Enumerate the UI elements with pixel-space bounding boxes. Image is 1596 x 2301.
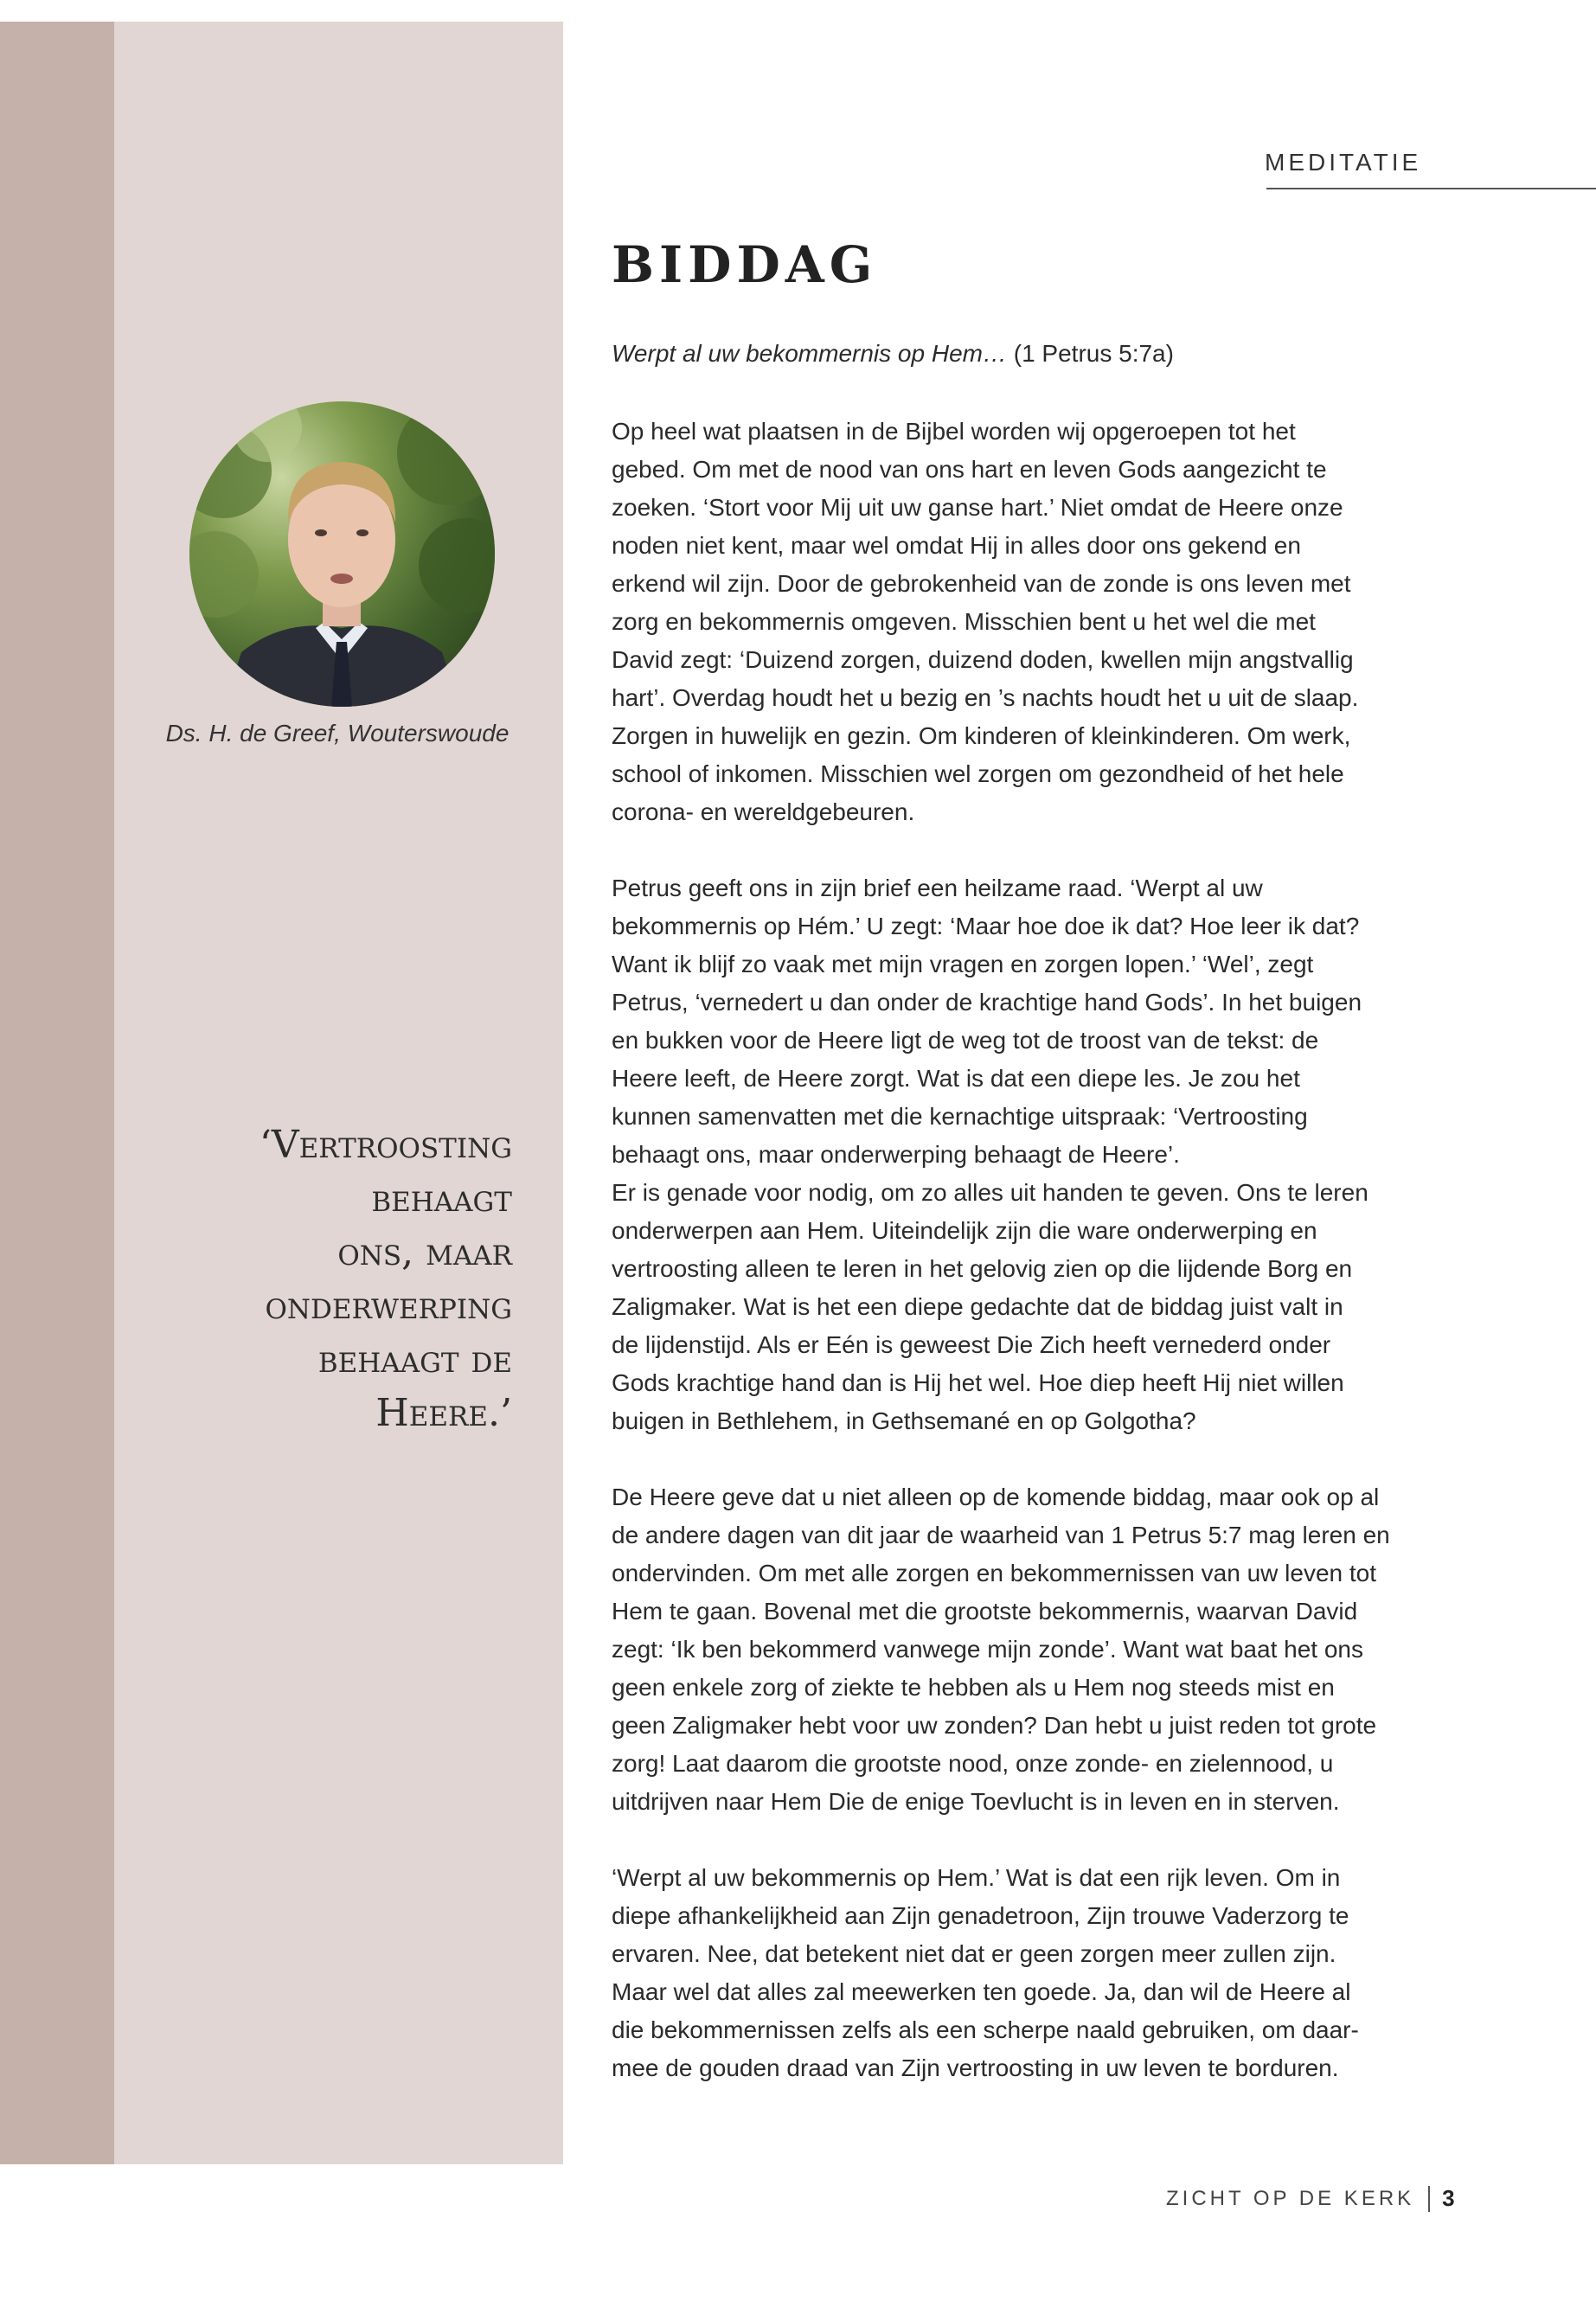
section-rule <box>1266 188 1596 189</box>
body-line: de andere dagen van dit jaar de waarheid van 1 Petrus 5:7 mag leren en <box>612 1522 1390 1548</box>
pull-quote-line: Heere.’ <box>375 1391 512 1435</box>
body-line: bekommernis op Hém.’ U zegt: ‘Maar hoe doe ik dat? Hoe leer ik dat? <box>612 913 1360 939</box>
footer-divider <box>1428 2186 1430 2212</box>
body-line: geen enkele zorg of ziekte te hebben als u Hem nog steeds mist en <box>612 1674 1335 1701</box>
body-line: erkend wil zijn. Door de gebrokenheid van de zonde is ons leven met <box>612 570 1351 597</box>
body-line: buigen in Bethlehem, in Gethsemané en op Golgotha? <box>612 1407 1196 1434</box>
body-line: en bukken voor de Heere ligt de weg tot de troost van de tekst: de <box>612 1027 1319 1054</box>
article-body <box>612 413 1407 2125</box>
body-line: ervaren. Nee, dat betekent niet dat er geen zorgen meer zullen zijn. <box>612 1940 1336 1967</box>
publication-name: ZICHT OP DE KERK <box>1166 2186 1415 2210</box>
paragraph-1 <box>612 413 1407 831</box>
page-footer <box>1166 2185 1455 2212</box>
author-caption: Ds. H. de Greef, Wouterswoude <box>165 720 510 747</box>
body-line: Hem te gaan. Bovenal met die grootste bekommernis, waarvan David <box>612 1598 1358 1625</box>
body-line: mee de gouden draad van Zijn vertroosting in uw leven te borduren. <box>612 2054 1339 2081</box>
sidebar-band-light <box>114 22 563 2164</box>
body-line: Gods krachtige hand dan is Hij het wel. Hoe diep heeft Hij niet willen <box>612 1369 1344 1396</box>
body-line: Er is genade voor nodig, om zo alles uit handen te geven. Ons te leren <box>612 1179 1368 1206</box>
paragraph-3 <box>612 1478 1407 1821</box>
body-line: uitdrijven naar Hem Die de enige Toevlucht is in leven en in sterven. <box>612 1788 1340 1815</box>
author-portrait <box>189 401 495 707</box>
body-line: Petrus geeft ons in zijn brief een heilzame raad. ‘Werpt al uw <box>612 875 1263 901</box>
body-line: Maar wel dat alles zal meewerken ten goede. Ja, dan wil de Heere al <box>612 1978 1351 2005</box>
body-line: zegt: ‘Ik ben bekommerd vanwege mijn zonde’. Want wat baat het ons <box>612 1636 1363 1663</box>
body-line: de lijdenstijd. Als er Eén is geweest Die Zich heeft vernederd onder <box>612 1331 1331 1358</box>
body-line: onderwerpen aan Hem. Uiteindelijk zijn die ware onderwerping en <box>612 1217 1317 1244</box>
body-line: gebed. Om met de nood van ons hart en leven Gods aangezicht te <box>612 456 1327 483</box>
pull-quote-line: onderwerping <box>265 1284 512 1328</box>
body-line: zoeken. ‘Stort voor Mij uit uw ganse hart.’ Niet omdat de Heere onze <box>612 494 1343 521</box>
body-line: vertroosting alleen te leren in het gelovig zien op die lijdende Borg en <box>612 1255 1353 1282</box>
pull-quote-line: behaagt de <box>317 1337 512 1381</box>
pull-quote-line: ‘Vertroosting <box>259 1123 512 1167</box>
body-line: corona- en wereldgebeuren. <box>612 798 915 825</box>
page-number: 3 <box>1442 2185 1455 2211</box>
pull-quote-line: ons, maar <box>337 1230 512 1274</box>
body-line: Zaligmaker. Wat is het een diepe gedachte dat de biddag juist valt in <box>612 1293 1343 1320</box>
pull-quote-line: behaagt <box>371 1176 512 1221</box>
body-line: behaagt ons, maar onderwerping behaagt de Heere’. <box>612 1141 1180 1168</box>
body-line: Heere leeft, de Heere zorgt. Wat is dat een diepe les. Je zou het <box>612 1065 1300 1092</box>
section-label: MEDITATIE <box>1265 149 1422 176</box>
body-line: school of inkomen. Misschien wel zorgen om gezondheid of het hele <box>612 760 1344 787</box>
verse-line <box>612 340 1174 368</box>
body-line: die bekommernissen zelfs als een scherpe naald gebruiken, om daar- <box>612 2016 1359 2043</box>
article-title: BIDDAG <box>612 235 878 294</box>
body-line: kunnen samenvatten met die kernachtige uitspraak: ‘Vertroosting <box>612 1103 1308 1130</box>
body-line: ‘Werpt al uw bekommernis op Hem.’ Wat is dat een rijk leven. Om in <box>612 1864 1341 1891</box>
body-line: geen Zaligmaker hebt voor uw zonden? Dan hebt u juist reden tot grote <box>612 1712 1377 1739</box>
body-line: Want ik blijf zo vaak met mijn vragen en zorgen lopen.’ ‘Wel’, zegt <box>612 951 1314 977</box>
verse-text: Werpt al uw bekommernis op Hem… <box>612 340 1007 367</box>
body-line: Op heel wat plaatsen in de Bijbel worden wij opgeroepen tot het <box>612 418 1296 445</box>
body-line: zorg! Laat daarom die grootste nood, onze zonde- en zielennood, u <box>612 1750 1334 1777</box>
paragraph-4 <box>612 1859 1407 2087</box>
verse-reference: (1 Petrus 5:7a) <box>1006 340 1174 367</box>
body-line: zorg en bekommernis omgeven. Misschien bent u het wel die met <box>612 608 1316 635</box>
body-line: diepe afhankelijkheid aan Zijn genadetroon, Zijn trouwe Vaderzorg te <box>612 1902 1349 1929</box>
portrait-illustration <box>189 401 495 707</box>
sidebar-band-dark <box>0 22 114 2164</box>
body-line: De Heere geve dat u niet alleen op de komende biddag, maar ook op al <box>612 1484 1380 1510</box>
body-line: ondervinden. Om met alle zorgen en bekommernissen van uw leven tot <box>612 1560 1377 1586</box>
body-line: noden niet kent, maar wel omdat Hij in alles door ons gekend en <box>612 532 1301 559</box>
pull-quote <box>156 1118 512 1440</box>
paragraph-2 <box>612 869 1407 1440</box>
body-line: Petrus, ‘vernedert u dan onder de krachtige hand Gods’. In het buigen <box>612 989 1362 1016</box>
body-line: David zegt: ‘Duizend zorgen, duizend doden, kwellen mijn angstvallig <box>612 646 1354 673</box>
body-line: hart’. Overdag houdt het u bezig en ’s nachts houdt het u uit de slaap. <box>612 684 1359 711</box>
body-line: Zorgen in huwelijk en gezin. Om kinderen of kleinkinderen. Om werk, <box>612 722 1351 749</box>
